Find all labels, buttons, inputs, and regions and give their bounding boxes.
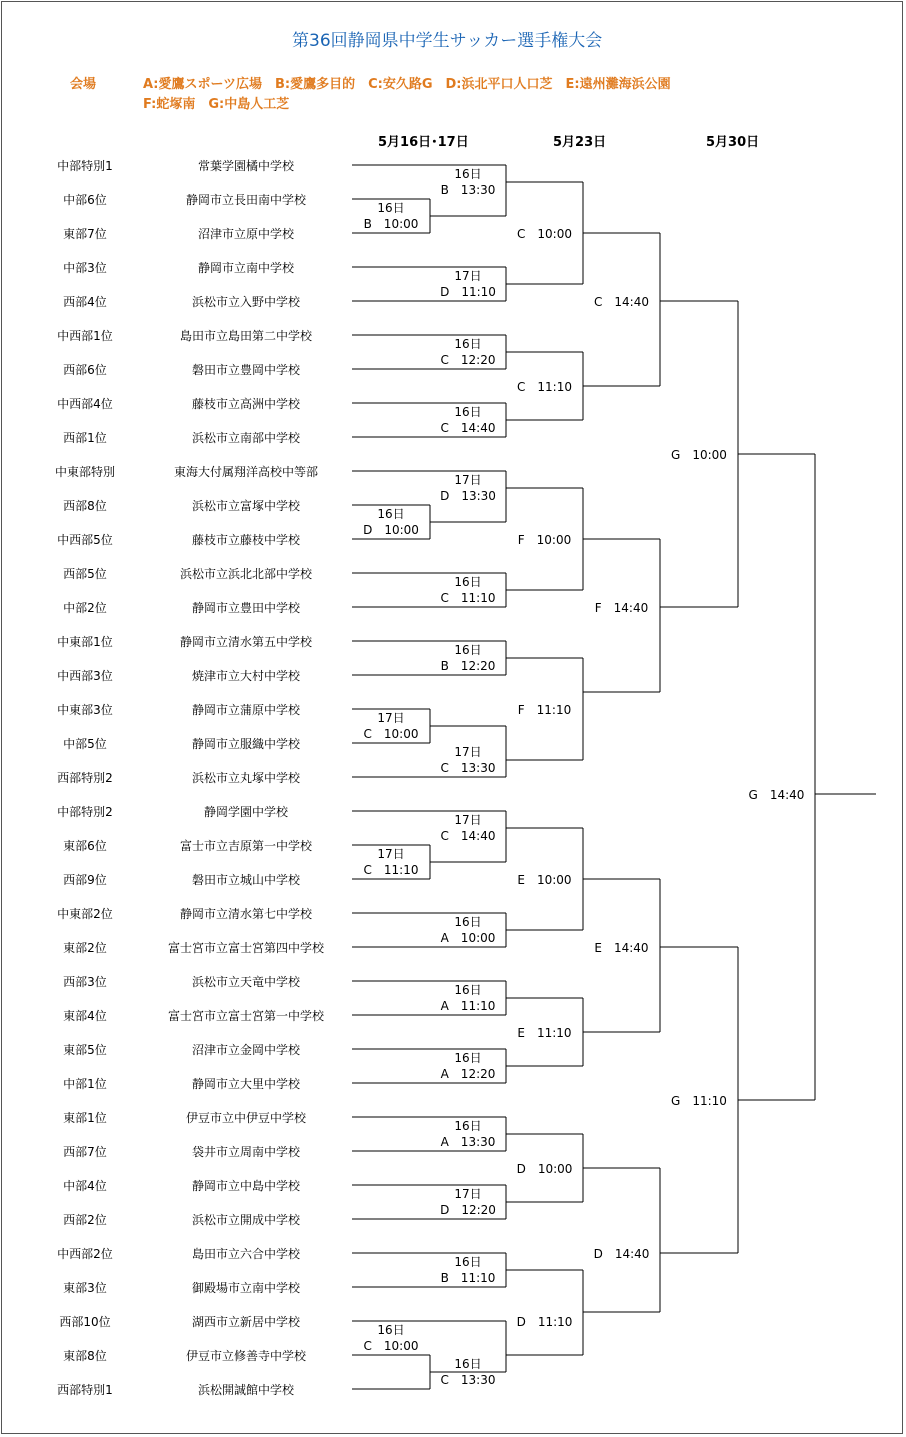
entry-team: 浜松市立天竜中学校 [191, 975, 300, 989]
match-day: 16日 [454, 405, 482, 419]
entry-seed: 中東部特別 [54, 465, 115, 479]
entry-team: 常葉学園橘中学校 [197, 159, 294, 173]
match-time: B 12:20 [440, 659, 496, 673]
match-r1-11 [430, 982, 506, 1014]
match-day: 16日 [454, 643, 482, 657]
venue-list-line1: A:愛鷹スポーツ広場 B:愛鷹多目的 C:安久路G D:浜北平口人口芝 E:遠州灘海浜公園 [143, 77, 671, 92]
entry-seed: 西部1位 [63, 431, 107, 445]
match-day: 16日 [454, 1357, 482, 1371]
entry-seed: 中部5位 [63, 737, 107, 751]
entry-seed: 西部6位 [63, 363, 107, 377]
entry-team: 静岡市立服織中学校 [191, 737, 300, 751]
entry-seed: 中東部3位 [57, 703, 113, 717]
match-time: D 10:00 [363, 523, 419, 537]
entry-seed: 西部10位 [59, 1315, 111, 1329]
match-day: 17日 [454, 813, 482, 827]
match-time: C 13:30 [440, 1373, 496, 1387]
match-r3-1: C 14:40 [594, 295, 649, 309]
match-r2-3: F 10:00 [517, 533, 572, 547]
entry-team: 浜松市立富塚中学校 [191, 499, 300, 513]
entry-team: 伊豆市立中伊豆中学校 [185, 1111, 306, 1125]
entry-team: 沼津市立金岡中学校 [191, 1043, 300, 1057]
entry-team: 藤枝市立高洲中学校 [191, 397, 300, 411]
match-r2-2: C 11:10 [517, 380, 572, 394]
match-day: 16日 [454, 167, 482, 181]
match-r2-1: C 10:00 [517, 227, 572, 241]
entry-team: 藤枝市立藤枝中学校 [191, 533, 300, 547]
entry-team: 磐田市立豊岡中学校 [191, 363, 300, 377]
match-time: B 11:10 [440, 1271, 496, 1285]
match-day: 17日 [377, 847, 405, 861]
entry-team: 静岡市立長田南中学校 [185, 193, 306, 207]
entry-seed: 西部9位 [63, 873, 107, 887]
match-time: A 10:00 [440, 931, 496, 945]
venue-label: 会場 [70, 77, 97, 92]
match-day: 17日 [454, 1187, 482, 1201]
match-r1-15 [430, 1254, 506, 1286]
match-day: 16日 [454, 337, 482, 351]
match-time: A 11:10 [440, 999, 496, 1013]
match-r3-4: D 14:40 [593, 1247, 650, 1261]
entry-seed: 中部1位 [63, 1077, 107, 1091]
date-header-semifinal: 5月30日 [706, 135, 760, 150]
match-day: 16日 [454, 575, 482, 589]
match-day: 16日 [454, 915, 482, 929]
entry-seed: 中部2位 [63, 601, 107, 615]
entry-seed: 西部2位 [63, 1213, 107, 1227]
entry-seed: 東部6位 [63, 839, 107, 853]
entry-seed: 中部3位 [63, 261, 107, 275]
match-r1-9 [430, 812, 506, 844]
entry-team: 浜松開誠館中学校 [197, 1383, 294, 1397]
entry-seed: 東部4位 [63, 1009, 107, 1023]
match-time: B 13:30 [440, 183, 496, 197]
match-time: C 14:40 [440, 421, 496, 435]
date-header-round1: 5月16日･17日 [378, 135, 469, 150]
entry-seed: 西部特別1 [57, 1383, 113, 1397]
entry-seed: 中部特別1 [57, 159, 113, 173]
match-time: C 12:20 [440, 353, 496, 367]
entry-seed: 中西部4位 [57, 397, 113, 411]
entry-team: 伊豆市立修善寺中学校 [185, 1349, 306, 1363]
match-day: 16日 [454, 1119, 482, 1133]
entry-team: 沼津市立原中学校 [197, 227, 294, 241]
match-time: D 11:10 [440, 285, 496, 299]
entry-seed: 西部3位 [63, 975, 107, 989]
entry-team: 東海大付属翔洋高校中等部 [173, 465, 318, 479]
match-day: 17日 [454, 745, 482, 759]
match-day: 16日 [454, 983, 482, 997]
match-day: 17日 [454, 269, 482, 283]
match-day: 16日 [377, 507, 405, 521]
entry-seed: 中部特別2 [57, 805, 113, 819]
match-r1-10 [430, 914, 506, 946]
entry-team: 静岡市立蒲原中学校 [191, 703, 300, 717]
match-r1-12 [430, 1050, 506, 1082]
match-r1-7 [430, 642, 506, 674]
entry-team: 静岡市立南中学校 [197, 261, 294, 275]
entry-seed: 中西部1位 [57, 329, 113, 343]
match-day: 16日 [454, 1255, 482, 1269]
match-r1-1 [430, 166, 506, 198]
match-semifinal-2: G 11:10 [671, 1094, 727, 1108]
entry-seed: 東部1位 [63, 1111, 107, 1125]
venue-list-line2: F:蛇塚南 G:中島人工芝 [143, 97, 290, 112]
entry-team: 御殿場市立南中学校 [191, 1281, 300, 1295]
match-time: A 12:20 [440, 1067, 496, 1081]
entry-team: 浜松市立開成中学校 [191, 1213, 300, 1227]
entry-team: 富士宮市立富士宮第一中学校 [167, 1009, 324, 1023]
entry-team: 浜松市立丸塚中学校 [191, 771, 300, 785]
entry-seed: 東部7位 [63, 227, 107, 241]
entry-seed: 東部3位 [63, 1281, 107, 1295]
entry-team: 浜松市立南部中学校 [191, 431, 300, 445]
match-r1-8 [430, 744, 506, 776]
match-time: A 13:30 [440, 1135, 496, 1149]
match-r1-13 [430, 1118, 506, 1150]
entry-team: 湖西市立新居中学校 [191, 1315, 300, 1329]
entry-team: 静岡市立中島中学校 [191, 1179, 300, 1193]
entry-seed: 西部5位 [63, 567, 107, 581]
match-day: 16日 [454, 1051, 482, 1065]
match-time: C 11:10 [363, 863, 419, 877]
match-day: 16日 [377, 201, 405, 215]
match-pre2 [352, 506, 430, 538]
match-r1-16 [430, 1356, 506, 1388]
entry-team: 富士市立吉原第一中学校 [179, 839, 312, 853]
entry-seed: 中西部3位 [57, 669, 113, 683]
match-final: G 14:40 [748, 788, 805, 802]
match-semifinal-1: G 10:00 [671, 448, 727, 462]
entry-seed: 中西部2位 [57, 1247, 113, 1261]
match-day: 17日 [377, 711, 405, 725]
match-pre1 [352, 200, 430, 232]
match-r2-6: E 11:10 [517, 1026, 572, 1040]
entry-team: 富士宮市立富士宮第四中学校 [167, 941, 324, 955]
entry-seed: 東部5位 [63, 1043, 107, 1057]
entry-team: 焼津市立大村中学校 [191, 669, 300, 683]
entry-team: 浜松市立入野中学校 [191, 295, 300, 309]
entry-seed: 中西部5位 [57, 533, 113, 547]
entry-team: 静岡市立清水第五中学校 [179, 635, 312, 649]
match-time: C 14:40 [440, 829, 496, 843]
match-time: D 12:20 [440, 1203, 496, 1217]
match-r2-8: D 11:10 [516, 1315, 573, 1329]
entry-team: 静岡学園中学校 [203, 805, 288, 819]
match-time: C 13:30 [440, 761, 496, 775]
match-r1-4 [430, 404, 506, 436]
entry-team: 磐田市立城山中学校 [191, 873, 300, 887]
match-r1-5 [430, 472, 506, 504]
entry-seed: 中東部1位 [57, 635, 113, 649]
page-title: 第36回静岡県中学生サッカー選手権大会 [292, 31, 603, 51]
entry-team: 静岡市立清水第七中学校 [179, 907, 312, 921]
match-r2-4: F 11:10 [517, 703, 572, 717]
match-r1-3 [430, 336, 506, 368]
match-pre4 [352, 846, 430, 878]
match-r1-6 [430, 574, 506, 606]
entry-team: 島田市立六合中学校 [191, 1247, 300, 1261]
match-r3-3: E 14:40 [594, 941, 649, 955]
entry-team: 袋井市立周南中学校 [191, 1145, 300, 1159]
match-r2-5: E 10:00 [517, 873, 572, 887]
entry-team: 浜松市立浜北北部中学校 [179, 567, 312, 581]
entry-seed: 東部2位 [63, 941, 107, 955]
entry-seed: 中部4位 [63, 1179, 107, 1193]
entry-seed: 中部6位 [63, 193, 107, 207]
entry-team: 静岡市立大里中学校 [191, 1077, 300, 1091]
match-time: C 10:00 [363, 1339, 419, 1353]
date-header-round2: 5月23日 [553, 135, 607, 150]
match-pre3 [352, 710, 430, 742]
entry-seed: 西部特別2 [57, 771, 113, 785]
match-time: B 10:00 [363, 217, 419, 231]
match-pre5 [352, 1322, 430, 1354]
entry-seed: 東部8位 [63, 1349, 107, 1363]
match-r1-14 [430, 1186, 506, 1218]
entry-team: 静岡市立豊田中学校 [191, 601, 300, 615]
entry-seed: 西部8位 [63, 499, 107, 513]
match-time: C 10:00 [363, 727, 419, 741]
entry-team: 島田市立島田第二中学校 [179, 329, 312, 343]
match-day: 16日 [377, 1323, 405, 1337]
entry-seed: 西部4位 [63, 295, 107, 309]
match-r1-2 [430, 268, 506, 300]
match-r3-2: F 14:40 [594, 601, 649, 615]
match-r2-7: D 10:00 [516, 1162, 573, 1176]
entry-seed: 西部7位 [63, 1145, 107, 1159]
match-time: D 13:30 [440, 489, 496, 503]
match-time: C 11:10 [440, 591, 496, 605]
entry-seed: 中東部2位 [57, 907, 113, 921]
match-day: 17日 [454, 473, 482, 487]
